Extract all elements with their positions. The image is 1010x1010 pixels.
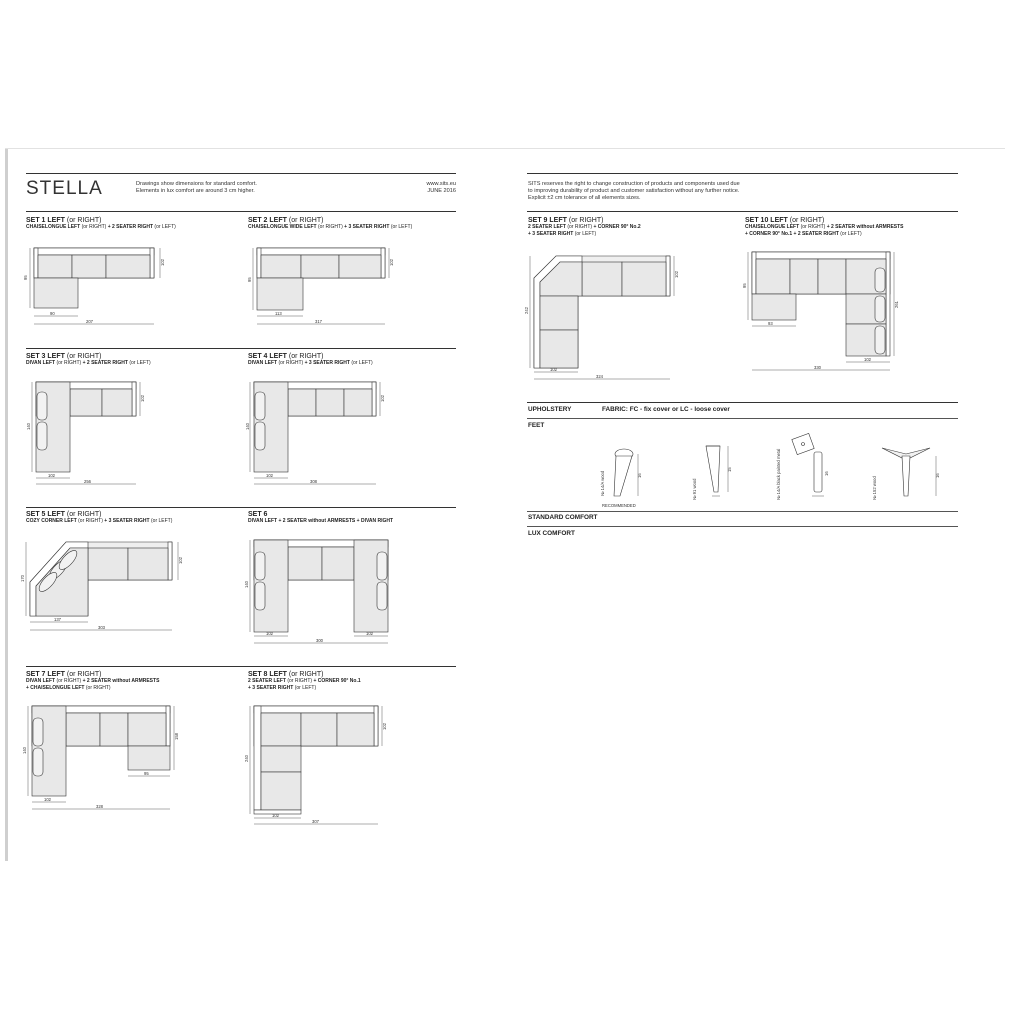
set-title: SET 10 LEFT (or RIGHT) (745, 217, 825, 224)
dim-height: 102 (674, 271, 679, 278)
dim-width-a: 102 (266, 631, 273, 636)
dim-width-a: 102 (48, 473, 55, 478)
set-7-drawing (24, 700, 184, 812)
set-description-line2: + 3 SEATER RIGHT (or LEFT) (528, 230, 597, 237)
set-1 (26, 217, 176, 231)
set-title: SET 2 LEFT (or RIGHT) (248, 217, 324, 224)
set-6-drawing (246, 534, 396, 646)
set-description: CHAISELONGUE LEFT (or RIGHT) + 2 SEATER without ARMRESTS (745, 224, 904, 230)
foot-4-name: № 152 wood (872, 476, 877, 500)
dim-width-b: 95 (144, 771, 149, 776)
foot-2-name: № 91 wood (692, 478, 697, 500)
set-description: 2 SEATER LEFT (or RIGHT) + CORNER 90° No.1 (248, 678, 361, 684)
comfort-note (136, 181, 257, 195)
dim-depth: 140 (22, 747, 27, 754)
dim-height: 261 (894, 301, 899, 308)
comfort-note-line2: Elements in lux comfort are around 3 cm higher. (136, 188, 255, 194)
dim-height: 102 (389, 259, 394, 266)
dim-width-a: 102 (272, 813, 279, 818)
binding-edge (5, 149, 8, 861)
dim-total: 256 (84, 479, 91, 484)
set-description-line2: + CORNER 90° No.1 + 2 SEATER RIGHT (or LEFT) (745, 230, 862, 237)
foot-1-name: № 14/A wood (600, 470, 605, 496)
dim-height: 158 (174, 733, 179, 740)
divider (26, 348, 456, 349)
lux-comfort-label: LUX COMFORT (528, 530, 575, 537)
set-7 (26, 671, 159, 691)
dim-width-a: 137 (54, 617, 61, 622)
foot-3-name: № 14/A black painted metal (776, 448, 781, 500)
dim-depth: 140 (245, 423, 250, 430)
dim-total: 207 (86, 319, 93, 324)
set-3-drawing (28, 376, 158, 488)
dim-total: 317 (315, 319, 322, 324)
legal-note (528, 181, 740, 202)
set-description-line2: + CHAISELONGUE LEFT (or RIGHT) (26, 684, 111, 691)
standard-comfort-label: STANDARD COMFORT (528, 514, 598, 521)
divider (26, 173, 456, 174)
set-9-drawing (526, 248, 686, 384)
set-6 (248, 511, 393, 525)
set-title: SET 9 LEFT (or RIGHT) (528, 217, 604, 224)
set-description-line2: + 3 SEATER RIGHT (or LEFT) (248, 684, 317, 691)
set-8 (248, 671, 361, 691)
foot-4-drawing (866, 438, 946, 504)
dim-width-a: 93 (768, 321, 773, 326)
brand-title: STELLA (26, 178, 103, 199)
set-title: SET 4 LEFT (or RIGHT) (248, 353, 324, 360)
foot-2-drawing (686, 438, 736, 504)
set-3 (26, 353, 151, 367)
set-8-drawing (246, 700, 396, 828)
set-description: 2 SEATER LEFT (or RIGHT) + CORNER 90° No.2 (528, 224, 641, 230)
foot-3-drawing (776, 430, 836, 506)
divider (527, 526, 958, 527)
set-9 (528, 217, 641, 237)
set-2 (248, 217, 412, 231)
dim-height: 102 (178, 557, 183, 564)
divider (527, 211, 958, 212)
set-4 (248, 353, 373, 367)
set-4-drawing (245, 376, 388, 488)
header-meta (380, 181, 456, 195)
set-title: SET 3 LEFT (or RIGHT) (26, 353, 102, 360)
set-description: CHAISELONGUE LEFT (or RIGHT) + 2 SEATER RIGHT (or LEFT) (26, 224, 176, 230)
set-description: DIVAN LEFT (or RIGHT) + 2 SEATER RIGHT (or LEFT) (26, 360, 151, 366)
dim-height: 102 (380, 395, 385, 402)
set-10-drawing (744, 246, 904, 378)
dim-depth: 240 (244, 755, 249, 762)
set-description: DIVAN LEFT + 2 SEATER without ARMRESTS + DIVAN RIGHT (248, 518, 394, 524)
set-10 (745, 217, 904, 237)
dim-depth: 140 (26, 423, 31, 430)
set-description: COZY CORNER LEFT (or RIGHT) + 3 SEATER RIGHT (or LEFT) (26, 518, 173, 524)
legal-note-line1: SITS reserves the right to change construction of products and components used due (528, 181, 740, 187)
set-1-drawing (20, 240, 165, 330)
foot-1-dim: 16 (637, 473, 642, 478)
dim-width-a: 102 (550, 367, 557, 372)
dim-total: 308 (310, 479, 317, 484)
divider (527, 402, 958, 403)
dim-width-b: 102 (366, 631, 373, 636)
divider (26, 211, 456, 212)
set-title: SET 1 LEFT (or RIGHT) (26, 217, 102, 224)
dim-width-b: 102 (864, 357, 871, 362)
set-description: DIVAN LEFT (or RIGHT) + 2 SEATER without ARMRESTS (26, 678, 160, 684)
date: JUNE 2016 (427, 188, 456, 194)
set-description: DIVAN LEFT (or RIGHT) + 3 SEATER RIGHT (or LEFT) (248, 360, 373, 366)
comfort-note-line1: Drawings show dimensions for standard comfort. (136, 181, 257, 187)
foot-2-dim: 15 (727, 467, 732, 472)
foot-4-dim: 16 (935, 473, 940, 478)
feet-label: FEET (528, 422, 545, 429)
set-title: SET 5 LEFT (or RIGHT) (26, 511, 102, 518)
set-5 (26, 511, 172, 525)
dim-depth: 170 (20, 575, 25, 582)
dim-height: 102 (140, 395, 145, 402)
divider (527, 511, 958, 512)
dim-width-a: 102 (44, 797, 51, 802)
dim-depth: 95 (742, 283, 747, 288)
legal-note-line3: Explicit ±2 cm tolerance of all elements sizes. (528, 195, 641, 201)
dim-width-a: 90 (50, 311, 55, 316)
website: www.sits.eu (426, 181, 456, 187)
dim-width-a: 102 (266, 473, 273, 478)
dim-depth: 242 (524, 307, 529, 314)
foot-3-dim: 16 (824, 471, 829, 476)
dim-height: 102 (382, 723, 387, 730)
dim-total: 328 (96, 804, 103, 809)
dim-depth: 95 (247, 277, 252, 282)
set-description: CHAISELONGUE WIDE LEFT (or RIGHT) + 3 SEATER RIGHT (or LEFT) (248, 224, 413, 230)
dim-height: 102 (160, 259, 165, 266)
foot-1-note: RECOMMENDED (602, 503, 636, 508)
set-2-drawing (245, 240, 395, 330)
divider (26, 507, 456, 508)
dim-width-a: 113 (275, 311, 282, 316)
dim-total: 300 (316, 638, 323, 643)
upholstery-value: FABRIC: FC - fix cover or LC - loose cover (602, 406, 730, 413)
divider (527, 418, 958, 419)
dim-total: 330 (814, 365, 821, 370)
dim-depth: 140 (244, 581, 249, 588)
divider (26, 666, 456, 667)
set-5-drawing (22, 534, 187, 634)
set-title: SET 8 LEFT (or RIGHT) (248, 671, 324, 678)
upholstery-label: UPHOLSTERY (528, 406, 572, 413)
set-title: SET 6 (248, 511, 268, 518)
dim-depth: 95 (23, 275, 28, 280)
dim-total: 324 (596, 374, 603, 379)
dim-total: 303 (98, 625, 105, 630)
dim-total: 307 (312, 819, 319, 824)
divider (527, 173, 958, 174)
legal-note-line2: to improving durability of product and customer satisfaction without any further notice. (528, 188, 740, 194)
foot-1-drawing (594, 434, 644, 510)
set-title: SET 7 LEFT (or RIGHT) (26, 671, 102, 678)
